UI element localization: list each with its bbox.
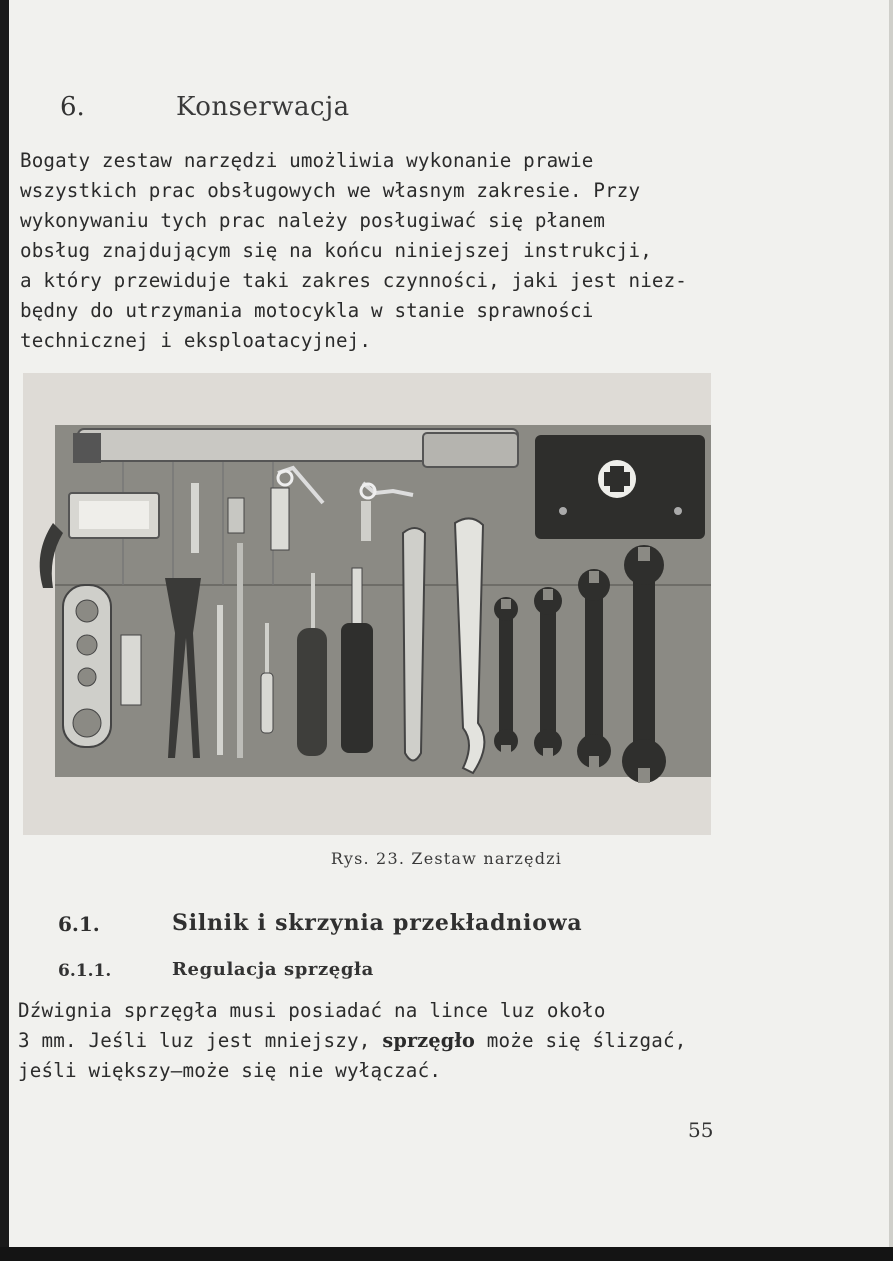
bold-term: sprzęgło: [382, 1029, 475, 1052]
screwdriver: [261, 673, 273, 733]
subsection-title: Silnik i skrzynia przekładniowa: [172, 910, 583, 936]
scan-edge-left: [0, 0, 9, 1261]
section-title: Konserwacja: [176, 92, 350, 122]
paragraph-line: Bogaty zestaw narzędzi umożliwia wykonanie prawie: [20, 149, 594, 172]
line-text: 3 mm. Jeśli luz jest mniejszy,: [18, 1029, 371, 1052]
paragraph-line: obsług znajdującym się na końcu niniejszej instrukcji,: [20, 239, 652, 262]
tool-kit-photo: [23, 373, 711, 835]
paragraph-line: a który przewiduje taki zakres czynności, jaki jest niez-: [20, 269, 688, 292]
subsubsection-number: 6.1.1.: [58, 961, 112, 981]
screwdriver: [297, 628, 327, 756]
intro-paragraph: [20, 146, 730, 356]
section-number: 6.: [60, 92, 85, 122]
paragraph-line: technicznej i eksploatacyjnej.: [20, 329, 372, 352]
tyre-lever: [403, 528, 425, 761]
paragraph-line: wszystkich prac obsługowych we własnym zakresie. Przy: [20, 179, 641, 202]
subsubsection-title: Regulacja sprzęgła: [172, 959, 374, 980]
line-text: może się ślizgać,: [486, 1029, 687, 1052]
socket-driver: [341, 623, 373, 753]
figure-caption: Rys. 23. Zestaw narzędzi: [330, 849, 563, 868]
paragraph-line: będny do utrzymania motocykla w stanie sprawności: [20, 299, 594, 322]
tool-kit-illustration: [23, 373, 711, 835]
paragraph-line: wykonywaniu tych prac należy posługiwać się płanem: [20, 209, 606, 232]
scan-edge-right: [889, 0, 893, 1261]
clutch-paragraph: [18, 996, 730, 1086]
paragraph-line: [18, 1026, 730, 1056]
subsection-number: 6.1.: [58, 912, 100, 936]
paragraph-line: jeśli większy—może się nie wyłączać.: [18, 1059, 442, 1082]
page-number: 55: [688, 1118, 714, 1142]
paragraph-line: Dźwignia sprzęgła musi posiadać na lince luz około: [18, 999, 606, 1022]
scan-edge-bottom: [0, 1247, 893, 1261]
